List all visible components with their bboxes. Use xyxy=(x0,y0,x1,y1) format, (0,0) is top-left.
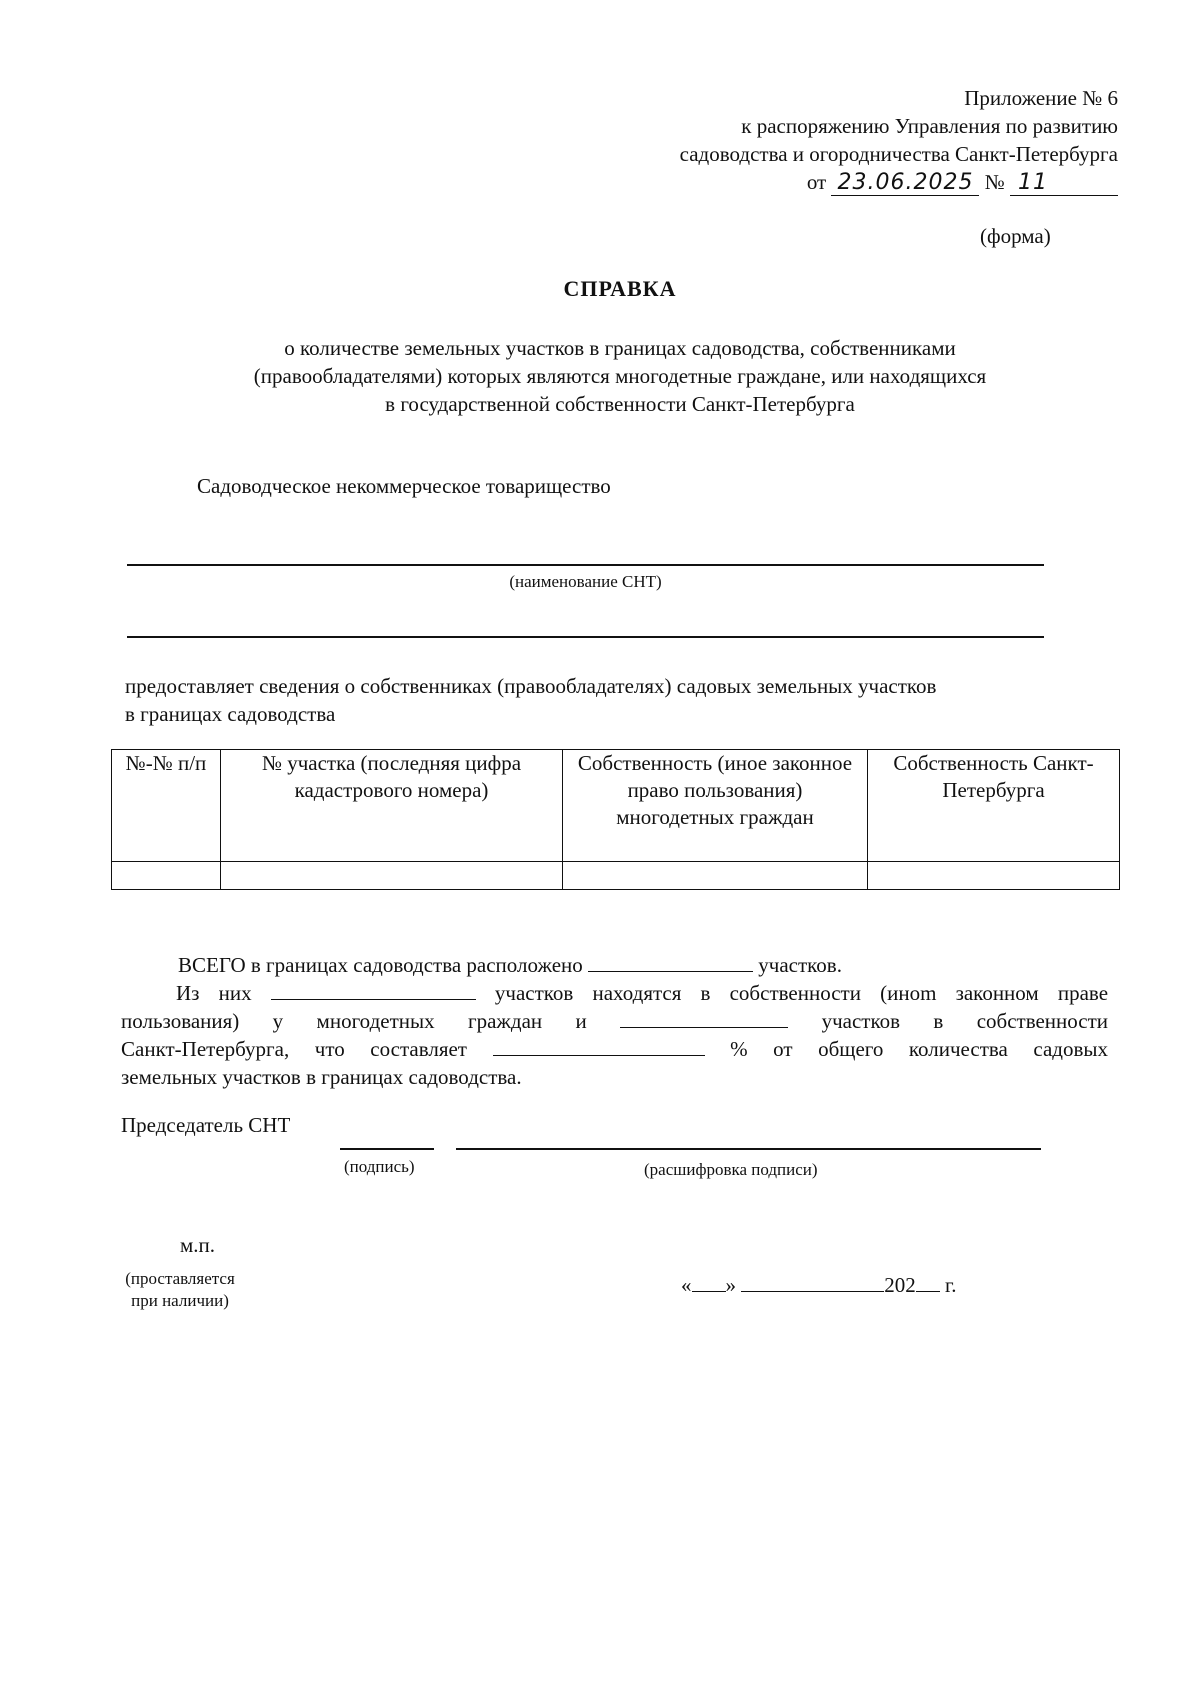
summary-use-rest: участков в собственности xyxy=(821,1009,1109,1033)
summary-from-text: Из них xyxy=(176,981,252,1005)
large-family-plots-blank xyxy=(271,979,476,1000)
stamp-note-line-2: при наличии) xyxy=(131,1291,229,1310)
year-suffix: г. xyxy=(945,1273,957,1297)
signature-caption: (подпись) xyxy=(344,1157,415,1176)
appendix-order-line: к распоряжению Управления по развитию xyxy=(741,114,1118,138)
number-value: 11 xyxy=(1010,171,1118,196)
date-open-quote: « xyxy=(681,1273,692,1297)
table-cell xyxy=(868,862,1120,890)
chair-label: Председатель СНТ xyxy=(121,1113,291,1137)
date-close-quote: » xyxy=(725,1273,736,1297)
total-plots-blank xyxy=(588,951,753,972)
name-line-1 xyxy=(127,564,1044,566)
appendix-date-line xyxy=(418,168,1118,196)
document-subtitle xyxy=(100,334,1140,418)
appendix-number: Приложение № 6 xyxy=(964,86,1118,110)
subtitle-line-1: о количестве земельных участков в границах садоводства, собственниками xyxy=(284,336,956,360)
table-cell xyxy=(112,862,221,890)
table-cell xyxy=(221,862,563,890)
header-cell-large-families: Собственность (иное законное право пользования) многодетных граждан xyxy=(563,750,868,862)
summary-spb-text: Санкт-Петербурга, что составляет xyxy=(121,1037,467,1061)
number-prefix: № xyxy=(984,170,1005,194)
summary-use-mid: у многодетных граждан и xyxy=(272,1009,587,1033)
summary-spb-rest: % от общего количества садовых xyxy=(730,1037,1109,1061)
summary-total xyxy=(178,951,842,979)
date-block xyxy=(681,1271,957,1299)
name-caption: (наименование СНТ) xyxy=(509,572,662,591)
table-header-row xyxy=(112,750,1120,862)
stamp-note-line-1: (проставляется xyxy=(125,1269,235,1288)
document-title: СПРАВКА xyxy=(563,276,677,301)
date-prefix: от xyxy=(806,170,827,194)
decode-caption: (расшифровка подписи) xyxy=(644,1160,818,1179)
date-value: 23.06.2025 xyxy=(831,171,979,196)
summary-use xyxy=(121,1007,1108,1035)
summary-last: земельных участков в границах садоводства. xyxy=(121,1065,522,1089)
year-blank xyxy=(916,1271,940,1292)
header-cell-spb: Собственность Санкт-Петербурга xyxy=(868,750,1120,862)
signature-line xyxy=(340,1148,434,1150)
form-label: (форма) xyxy=(980,224,1051,248)
provides-line-2: в границах садоводства xyxy=(125,702,336,726)
summary-from-rest: участков находятся в собственности (иноm законном праве xyxy=(494,981,1109,1005)
plots-table xyxy=(111,749,1120,890)
percent-blank xyxy=(493,1035,705,1056)
stamp-note xyxy=(110,1268,250,1312)
year-prefix: 202 xyxy=(884,1273,916,1297)
appendix-department-line: садоводства и огородничества Санкт-Петербурга xyxy=(679,142,1118,166)
summary-use-text: пользования) xyxy=(121,1009,240,1033)
organization-label: Садоводческое некоммерческое товарищество xyxy=(197,474,611,498)
summary-spb xyxy=(121,1035,1108,1063)
summary-total-text: ВСЕГО в границах садоводства расположено xyxy=(178,953,583,977)
subtitle-line-2: (правообладателями) которых являются многодетные граждане, или находящихся xyxy=(253,364,987,388)
stamp-mark: м.п. xyxy=(180,1233,216,1257)
provides-line-1: предоставляет сведения о собственниках (правообладателях) садовых земельных участков xyxy=(125,674,937,698)
summary-from xyxy=(176,979,1108,1007)
table-row xyxy=(112,862,1120,890)
day-blank xyxy=(692,1271,726,1292)
table-cell xyxy=(563,862,868,890)
month-blank xyxy=(741,1271,884,1292)
signature-decode-line xyxy=(456,1148,1041,1150)
summary-total-unit: участков. xyxy=(758,953,842,977)
header-cell-plot: № участка (последняя цифра кадастрового номера) xyxy=(221,750,563,862)
appendix-header xyxy=(418,84,1118,196)
name-line-2 xyxy=(127,636,1044,638)
provides-paragraph xyxy=(125,672,936,728)
subtitle-line-3: в государственной собственности Санкт-Петербурга xyxy=(385,392,855,416)
spb-plots-blank xyxy=(620,1007,788,1028)
header-cell-number: №-№ п/п xyxy=(112,750,221,862)
